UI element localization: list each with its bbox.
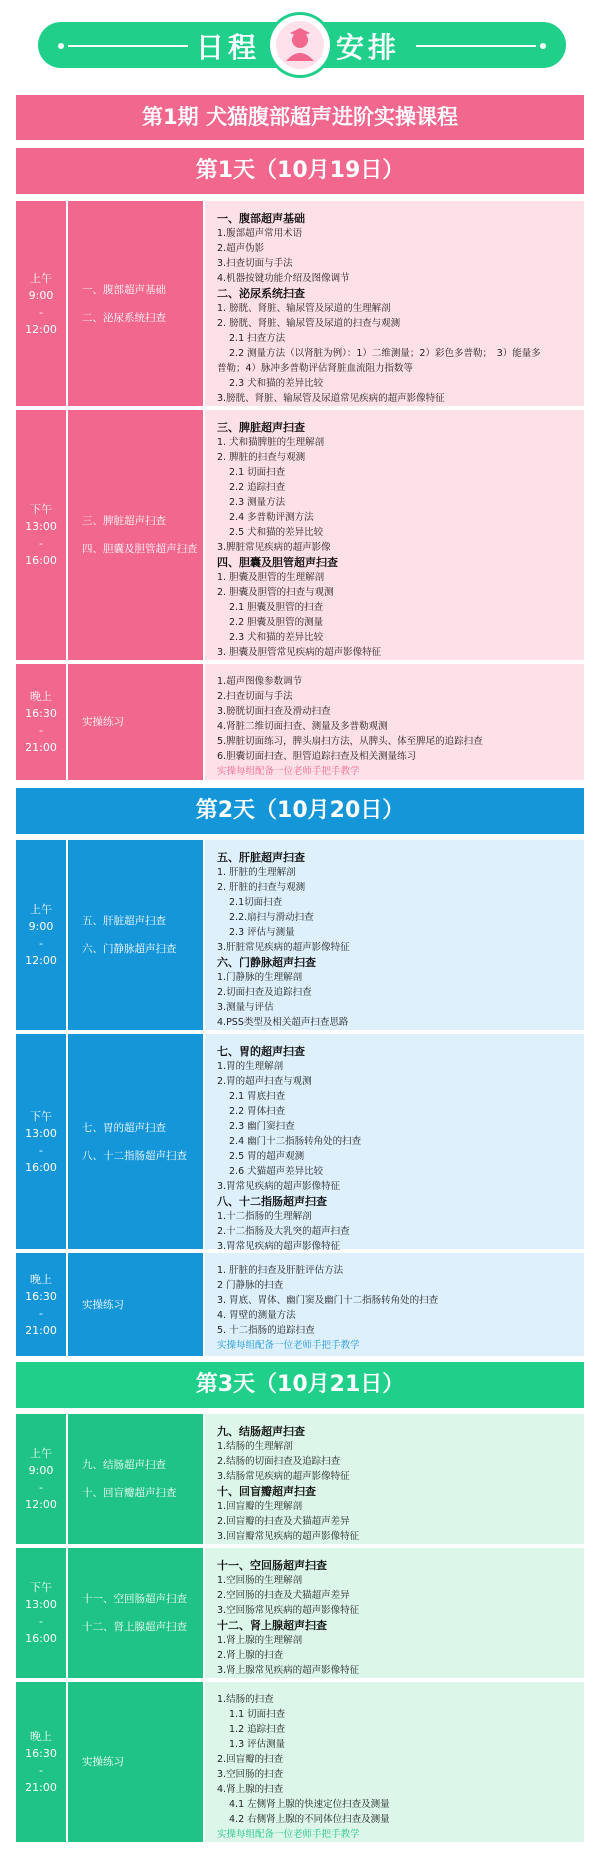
session-detail (205, 840, 584, 1030)
topic-label: 三、脾脏超声扫查 (82, 515, 166, 527)
day-2-afternoon-session (16, 1034, 584, 1252)
detail-line: 4.肾脏二维切面扫查、测量及多普勒观测 (217, 721, 388, 732)
detail-line: 普勒；4）脉冲多普勒评估肾脏血流阻力指数等 (217, 363, 414, 374)
time-text: 21:00 (25, 741, 57, 754)
detail-line: 2.回盲瓣的扫查 (217, 1754, 284, 1765)
time-text: 12:00 (25, 1498, 57, 1511)
header-title-left: 日程 (196, 31, 261, 64)
detail-line: 1.1 切面扫查 (229, 1709, 286, 1720)
detail-line: 1.门静脉的生理解剖 (217, 972, 303, 983)
topic-label: 一、腹部超声基础 (82, 283, 166, 296)
time-text: 16:30 (25, 707, 57, 720)
time-text: 16:30 (25, 1747, 57, 1760)
detail-line: 3.肝脏常见疾病的超声影像特征 (217, 942, 350, 953)
detail-line: 2.1 胆囊及胆管的扫查 (229, 602, 324, 613)
session-topics (68, 410, 203, 660)
time-text: 下午 (30, 503, 52, 516)
detail-line: 3. 胆囊及胆管常见疾病的超声影像特征 (217, 647, 382, 658)
time-text: 16:00 (25, 1160, 57, 1174)
section-heading: 一、腹部超声基础 (217, 212, 305, 225)
detail-line: 2.结肠的切面扫查及追踪扫查 (217, 1456, 341, 1467)
practice-note: 实操每组配备一位老师手把手教学 (217, 1340, 360, 1351)
detail-line: 2 门静脉的扫查 (217, 1280, 284, 1291)
time-text: 12:00 (25, 954, 57, 967)
detail-line: 4.1 左侧肾上腺的快速定位扫查及测量 (229, 1799, 390, 1810)
section-heading: 八、十二指肠超声扫查 (217, 1195, 327, 1208)
time-text: - (39, 937, 43, 950)
section-heading: 五、肝脏超声扫查 (217, 851, 305, 864)
day-3-morning-session (16, 1414, 584, 1544)
topic-label: 四、胆囊及胆管超声扫查 (82, 543, 198, 555)
detail-line: 1.2 追踪扫查 (229, 1724, 286, 1735)
detail-line: 1.3 评估测量 (229, 1739, 286, 1750)
detail-line: 2.十二指肠及大乳突的超声扫查 (217, 1226, 350, 1237)
detail-line: 2.1 扫查方法 (229, 333, 286, 344)
detail-line: 3.空回肠的扫查 (217, 1769, 284, 1780)
session-detail (205, 201, 584, 406)
detail-line: 1.肾上腺的生理解剖 (217, 1635, 303, 1646)
session-topics (68, 1414, 203, 1544)
section-heading: 六、门静脉超声扫查 (217, 956, 316, 969)
detail-line: 2.1 切面扫查 (229, 467, 286, 478)
detail-line: 4.机器按键功能介绍及图像调节 (217, 273, 350, 284)
day-2-header: 第2天（10月20日） (16, 788, 584, 834)
detail-line: 1.十二指肠的生理解剖 (217, 1211, 312, 1222)
detail-line: 5. 十二指肠的追踪扫查 (217, 1325, 315, 1336)
detail-line: 3.回盲瓣常见疾病的超声影像特征 (217, 1531, 360, 1542)
section-heading: 四、胆囊及胆管超声扫查 (217, 556, 338, 569)
section-heading: 二、泌尿系统扫查 (217, 287, 305, 300)
time-text: - (39, 1143, 43, 1157)
detail-line: 2.6 犬猫超声差异比较 (229, 1166, 324, 1177)
detail-line: 2.2 测量方法（以肾脏为例）：1）二维测量；2）彩色多普勒； 3）能量多 (229, 348, 541, 359)
detail-line: 4.2 右侧肾上腺的不同体位扫查及测量 (229, 1814, 390, 1825)
time-text: - (39, 1481, 43, 1494)
session-time (16, 1414, 66, 1544)
topic-label: 二、泌尿系统扫查 (82, 311, 166, 324)
time-text: - (39, 305, 43, 319)
day-3-afternoon-session (16, 1548, 584, 1678)
detail-line: 1. 胆囊及胆管的生理解剖 (217, 572, 325, 583)
detail-line: 1. 肝脏的扫查及肝脏评估方法 (217, 1265, 344, 1276)
detail-line: 3.胃常见疾病的超声影像特征 (217, 1241, 341, 1252)
time-text: 9:00 (28, 920, 54, 933)
session-detail (205, 1682, 584, 1842)
section-heading: 三、脾脏超声扫查 (217, 421, 305, 434)
detail-line: 1.腹部超声常用术语 (217, 228, 303, 239)
detail-line: 2.3 犬和猫的差异比较 (229, 378, 324, 389)
topic-label: 十、回盲瓣超声扫查 (82, 1487, 177, 1499)
detail-line: 1.结肠的生理解剖 (217, 1441, 293, 1452)
detail-line: 3.脾脏常见疾病的超声影像 (217, 542, 331, 553)
session-time (16, 201, 66, 406)
time-text: - (39, 1306, 43, 1320)
session-time (16, 664, 66, 780)
time-text: - (39, 1764, 43, 1777)
practice-note: 实操每组配备一位老师手把手教学 (217, 766, 360, 777)
detail-line: 2.1切面扫查 (229, 897, 283, 908)
session-topics (68, 1253, 203, 1356)
section-heading: 七、胃的超声扫查 (217, 1045, 305, 1058)
time-text: 上午 (30, 903, 52, 916)
day-2-evening-session (16, 1253, 584, 1356)
detail-line: 4.PSS类型及相关超声扫查思路 (217, 1017, 349, 1028)
detail-line: 2.回盲瓣的扫查及犬猫超声差异 (217, 1516, 350, 1527)
detail-line: 2.2 胆囊及胆管的测量 (229, 617, 324, 628)
day-1-morning-session (16, 201, 584, 406)
detail-line: 3.空回肠常见疾病的超声影像特征 (217, 1605, 360, 1616)
section-heading: 十二、肾上腺超声扫查 (217, 1619, 327, 1632)
session-detail (205, 1253, 584, 1356)
topic-label: 实操练习 (82, 1756, 124, 1768)
session-topics (68, 1034, 203, 1249)
time-text: - (39, 537, 43, 550)
detail-line: 2.切面扫查及追踪扫查 (217, 987, 312, 998)
session-topics (68, 1548, 203, 1678)
detail-line: 3.肾上腺常见疾病的超声影像特征 (217, 1665, 360, 1676)
detail-line: 3.扫查切面与手法 (217, 258, 293, 269)
detail-line: 1. 肝脏的生理解剖 (217, 867, 296, 878)
detail-line: 1. 犬和猫脾脏的生理解剖 (217, 437, 325, 448)
time-text: 21:00 (25, 1323, 57, 1337)
detail-line: 2.肾上腺的扫查 (217, 1650, 284, 1661)
time-text: 13:00 (25, 1598, 57, 1611)
detail-line: 2.1 胃底扫查 (229, 1091, 286, 1102)
time-text: 晚上 (30, 690, 52, 703)
topic-label: 九、结肠超声扫查 (82, 1459, 166, 1471)
detail-line: 2.5 胃的超声观测 (229, 1151, 305, 1162)
detail-line: 2. 膀胱、肾脏、输尿管及尿道的扫查与观测 (217, 318, 401, 329)
topic-label: 七、胃的超声扫查 (82, 1121, 166, 1134)
detail-line: 1. 膀胱、肾脏、输尿管及尿道的生理解剖 (217, 303, 391, 314)
time-text: 12:00 (25, 322, 57, 336)
day-3-header: 第3天（10月21日） (16, 1362, 584, 1408)
time-text: 13:00 (25, 520, 57, 533)
topic-label: 实操练习 (82, 1298, 124, 1311)
time-text: 下午 (30, 1109, 52, 1123)
detail-line: 2.超声伪影 (217, 243, 265, 254)
detail-line: 1.结肠的扫查 (217, 1694, 274, 1705)
detail-line: 2.2 胃体扫查 (229, 1106, 286, 1117)
time-text: 9:00 (28, 288, 54, 302)
course-title: 第1期 犬猫腹部超声进阶实操课程 (16, 95, 584, 140)
session-time (16, 1253, 66, 1356)
section-heading: 十一、空回肠超声扫查 (217, 1559, 327, 1572)
detail-line: 6.胆囊切面扫查、胆管追踪扫查及相关测量练习 (217, 751, 417, 762)
time-text: 16:30 (25, 1289, 57, 1303)
header-title-right: 安排 (336, 31, 401, 64)
detail-line: 2.3 评估与测量 (229, 927, 295, 938)
detail-line: 2.2 追踪扫查 (229, 482, 286, 493)
section-heading: 九、结肠超声扫查 (217, 1425, 305, 1438)
topic-label: 十二、肾上腺超声扫查 (82, 1621, 187, 1633)
time-text: - (39, 724, 43, 737)
session-detail (205, 1414, 584, 1544)
time-text: 上午 (30, 271, 52, 285)
detail-line: 5.脾脏切面练习，脾头扇扫方法，从脾头、体至脾尾的追踪扫查 (217, 736, 483, 747)
session-time (16, 1548, 66, 1678)
topic-label: 实操练习 (82, 716, 124, 728)
session-topics (68, 840, 203, 1030)
detail-line: 3.胃常见疾病的超声影像特征 (217, 1181, 341, 1192)
detail-line: 1.空回肠的生理解剖 (217, 1575, 303, 1586)
detail-line: 2.4 幽门十二指肠转角处的扫查 (229, 1136, 362, 1147)
detail-line: 2.3 幽门窦扫查 (229, 1121, 295, 1132)
detail-line: 2. 肝脏的扫查与观测 (217, 882, 306, 893)
time-text: 13:00 (25, 1126, 57, 1140)
detail-line: 2. 脾脏的扫查与观测 (217, 452, 306, 463)
section-heading: 十、回盲瓣超声扫查 (217, 1485, 316, 1498)
time-text: 16:00 (25, 554, 57, 567)
time-text: 上午 (30, 1447, 52, 1460)
practice-note: 实操每组配备一位老师手把手教学 (217, 1829, 360, 1840)
detail-line: 2. 胆囊及胆管的扫查与观测 (217, 587, 334, 598)
session-topics (68, 664, 203, 780)
day-1-header: 第1天（10月19日） (16, 148, 584, 194)
detail-line: 2.4 多普勒评测方法 (229, 512, 314, 523)
session-topics (68, 201, 203, 406)
detail-line: 2.扫查切面与手法 (217, 691, 293, 702)
topic-label: 十一、空回肠超声扫查 (82, 1593, 187, 1605)
session-time (16, 840, 66, 1030)
detail-line: 2.胃的超声扫查与观测 (217, 1076, 312, 1087)
session-detail (205, 1034, 584, 1252)
session-detail (205, 664, 584, 780)
topic-label: 八、十二指肠超声扫查 (82, 1149, 187, 1162)
time-text: 16:00 (25, 1632, 57, 1645)
topic-label: 六、门静脉超声扫查 (82, 943, 177, 955)
teacher-avatar-icon (270, 15, 330, 75)
time-text: 晚上 (30, 1272, 52, 1286)
detail-line: 3.膀胱、肾脏、输尿管及尿道常见疾病的超声影像特征 (217, 393, 445, 404)
session-detail (205, 410, 584, 660)
time-text: 21:00 (25, 1781, 57, 1794)
detail-line: 3.测量与评估 (217, 1002, 274, 1013)
detail-line: 1.回盲瓣的生理解剖 (217, 1501, 303, 1512)
day-1-evening-session (16, 664, 584, 780)
time-text: 下午 (30, 1581, 52, 1594)
detail-line: 2.2.扇扫与滑动扫查 (229, 912, 314, 923)
session-time (16, 410, 66, 660)
detail-line: 1.胃的生理解剖 (217, 1061, 284, 1072)
detail-line: 1.超声图像参数调节 (217, 676, 303, 687)
detail-line: 4. 胃壁的测量方法 (217, 1310, 296, 1321)
detail-line: 2.空回肠的扫查及犬猫超声差异 (217, 1590, 350, 1601)
detail-line: 2.3 犬和猫的差异比较 (229, 632, 324, 643)
detail-line: 3.膀胱切面扫查及滑动扫查 (217, 706, 331, 717)
day-3-evening-session (16, 1682, 584, 1842)
day-1-afternoon-session (16, 410, 584, 660)
session-time (16, 1034, 66, 1249)
session-detail (205, 1548, 584, 1678)
detail-line: 3.结肠常见疾病的超声影像特征 (217, 1471, 350, 1482)
topic-label: 五、肝脏超声扫查 (82, 915, 166, 927)
detail-line: 3. 胃底、胃体、幽门窦及幽门十二指肠转角处的扫查 (217, 1295, 439, 1306)
detail-line: 4.肾上腺的扫查 (217, 1784, 284, 1795)
detail-line: 2.5 犬和猫的差异比较 (229, 527, 324, 538)
session-time (16, 1682, 66, 1842)
session-topics (68, 1682, 203, 1842)
time-text: - (39, 1615, 43, 1628)
time-text: 晚上 (30, 1730, 52, 1743)
day-2-morning-session (16, 840, 584, 1030)
time-text: 9:00 (28, 1464, 54, 1477)
detail-line: 2.3 测量方法 (229, 497, 286, 508)
